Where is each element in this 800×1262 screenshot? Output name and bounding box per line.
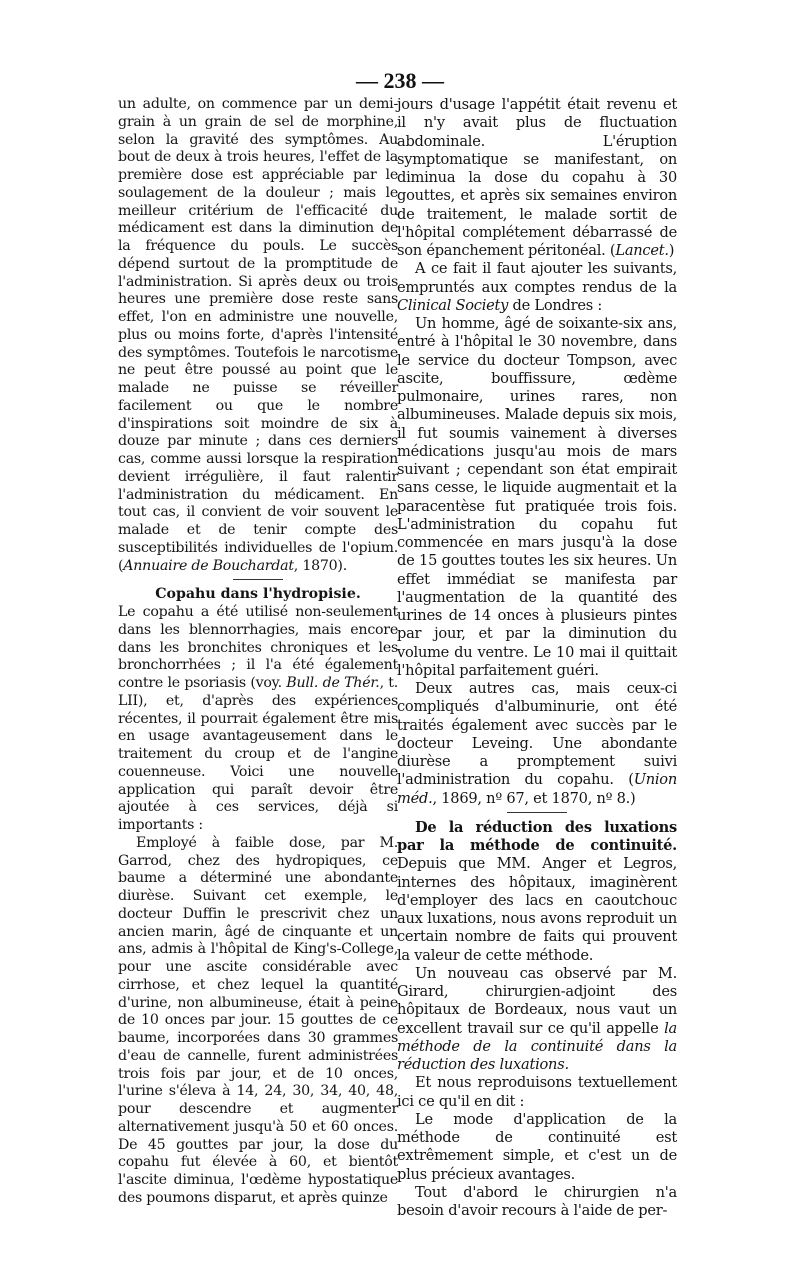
paragraph-text: un adulte, on commence par un demi-grain à un grain de sel de morphine, selon la gravité des symptômes. Au bout de deux à trois heures, l'effet de la première dose est appréciable par le soulagement de la douleur ; mais le meilleur critérium de l'efficacité du médicament est dans la diminution de la fréquence du pouls. Le succès dépend surtout de la promptitude de l'administration. Si après deux ou trois heures une première dose reste sans effet, l'on en administre une nouvelle, plus ou moins forte, d'après l'intensité des symptômes. Toutefois le narcotisme ne peut être poussé au point que le malade ne puisse se réveiller facilement ou que le nombre d'inspirations soit moindre de six à douze par minute ; dans ces derniers cas, comme aussi lorsque la respiration devient irrégulière, il faut ralentir l'administration du médicament. En tout cas, il convient de voir souvent le malade et de tenir compte des susceptibilités individuelles de l'opium. (	[118, 96, 398, 574]
page-number: — 238 —	[356, 68, 444, 93]
paragraph-text: )	[668, 242, 675, 259]
paragraph-text: Le copahu a été utilisé non-seulement dans les blennorrhagies, mais encore dans les bronchites chroniques et les bronchorrhées ; il l'a été également contre le psoriasis (voy.	[118, 604, 398, 691]
paragraph-text: de Londres :	[508, 296, 603, 314]
citation: Clinical Society	[397, 296, 509, 314]
paragraph-text: Depuis que MM. Anger et Legros, internes des hôpitaux, imaginèrent d'employer des lacs en caoutchouc aux luxations, nous avons reproduit un certain nombre de faits qui prouvent la valeur de cette méthode.	[397, 855, 677, 964]
section-luxations	[397, 819, 677, 965]
paragraph-text: , 1869, nº 67, et 1870, nº 8.)	[432, 789, 636, 807]
section-heading-copahu: Copahu dans l'hydropisie.	[155, 586, 361, 603]
paragraph-method-simple: Le mode d'application de la méthode de continuité est extrêmement simple, et c'est un de plus précieux avantages.	[397, 1110, 677, 1183]
citation: Union méd.	[397, 771, 677, 807]
paragraph-surgeon: Tout d'abord le chirurgien n'a besoin d'avoir recours à l'aide de per-	[397, 1183, 677, 1219]
section-divider	[507, 812, 567, 813]
paragraph-text: Deux autres cas, mais ceux-ci compliqués d'albuminurie, ont été traités également avec succès par le docteur Leveing. Une abondante diurèse a promptement suivi l'administration du copahu. (	[397, 680, 677, 789]
paragraph-text: , 1870).	[293, 557, 347, 574]
section-divider	[233, 579, 283, 580]
right-column	[397, 96, 677, 1220]
paragraph-tompson-case: Un homme, âgé de soixante-six ans, entré à l'hôpital le 30 novembre, dans le service du docteur Tompson, avec ascite, bouffissure, œdème pulmonaire, urines rares, non albumineuses. Malade depuis six mois, il fut soumis vainement à diverses médications jusqu'au mois de mars suivant ; cependant son état empirait sans cesse, le liquide augmentait et la paracentèse fut pratiquée trois fois. L'administration du copahu fut commencée en mars jusqu'à la dose de 15 gouttes toutes les six heures. Un effet immédiat se manifesta par l'augmentation de la quantité des urines de 14 onces à plusieurs pintes par jour, et par la diminution du volume du ventre. Le 10 mai il quittait l'hôpital parfaitement guéri.	[397, 315, 677, 679]
paragraph-girard	[397, 965, 677, 1075]
citation: Bull. de Thér.	[286, 675, 380, 691]
paragraph-text: , t. LII), et, d'après des expériences récentes, il pourrait également être mis en usage avantageusement dans le traitement du croup et de l'angine couenneuse. Voici une nouvelle application qui paraît devoir être ajoutée à ces services, déjà si importants :	[118, 675, 399, 833]
paragraph-case-conclusion	[397, 96, 677, 260]
section-heading-luxations: De la réduction des luxations par la méthode de continuité.	[397, 818, 677, 854]
paragraph-garrod-case: Employé à faible dose, par M. Garrod, chez des hydropiques, ce baume a déterminé une abondante diurèse. Suivant cet exemple, le docteur Duffin le prescrivit chez un ancien marin, âgé de cinquante et un ans, admis à l'hôpital de King's-College, pour une ascite considérable avec cirrhose, et chez lequel la quantité d'urine, non albumineuse, était à peine de 10 onces par jour. 15 gouttes de ce baume, incorporées dans 30 grammes d'eau de cannelle, furent administrées trois fois par jour, et de 10 onces, l'urine s'éleva à 14, 24, 30, 34, 40, 48, pour descendre et augmenter alternativement jusqu'à 50 et 60 onces. De 45 gouttes par jour, la dose du copahu fut élevée à 60, et bientôt l'ascite diminua, l'œdème hypostatique des poumons disparut, et après quinze	[118, 834, 398, 1206]
paragraph-text: jours d'usage l'appétit était revenu et il n'y avait plus de fluctuation abdominale. L'éruption symptomatique se manifestant, on diminua la dose du copahu à 30 gouttes, et après six semaines environ de traitement, le malade sortit de l'hôpital complétement débarrassé de son épanchement péritonéal. (	[397, 96, 677, 259]
citation: Lancet.	[615, 242, 669, 259]
left-column	[118, 96, 398, 1208]
paragraph-text: A ce fait il faut ajouter les suivants, empruntés aux comptes rendus de la	[397, 260, 677, 296]
paragraph-text: Un nouveau cas observé par M. Girard, chirurgien-adjoint des hôpitaux de Bordeaux, nous vaut un excellent travail sur ce qu'il appelle	[397, 964, 677, 1037]
citation: Annuaire de Bouchardat	[123, 557, 294, 574]
paragraph-opium-dosage	[118, 96, 398, 575]
paragraph-quote-intro: Et nous reproduisons textuellement ici ce qu'il en dit :	[397, 1074, 677, 1110]
paragraph-copahu-intro	[118, 604, 398, 835]
paragraph-leveing-cases	[397, 680, 677, 808]
paragraph-clinical-society	[397, 260, 677, 315]
citation: la méthode de la continuité dans la réduction des luxations.	[397, 1019, 677, 1073]
